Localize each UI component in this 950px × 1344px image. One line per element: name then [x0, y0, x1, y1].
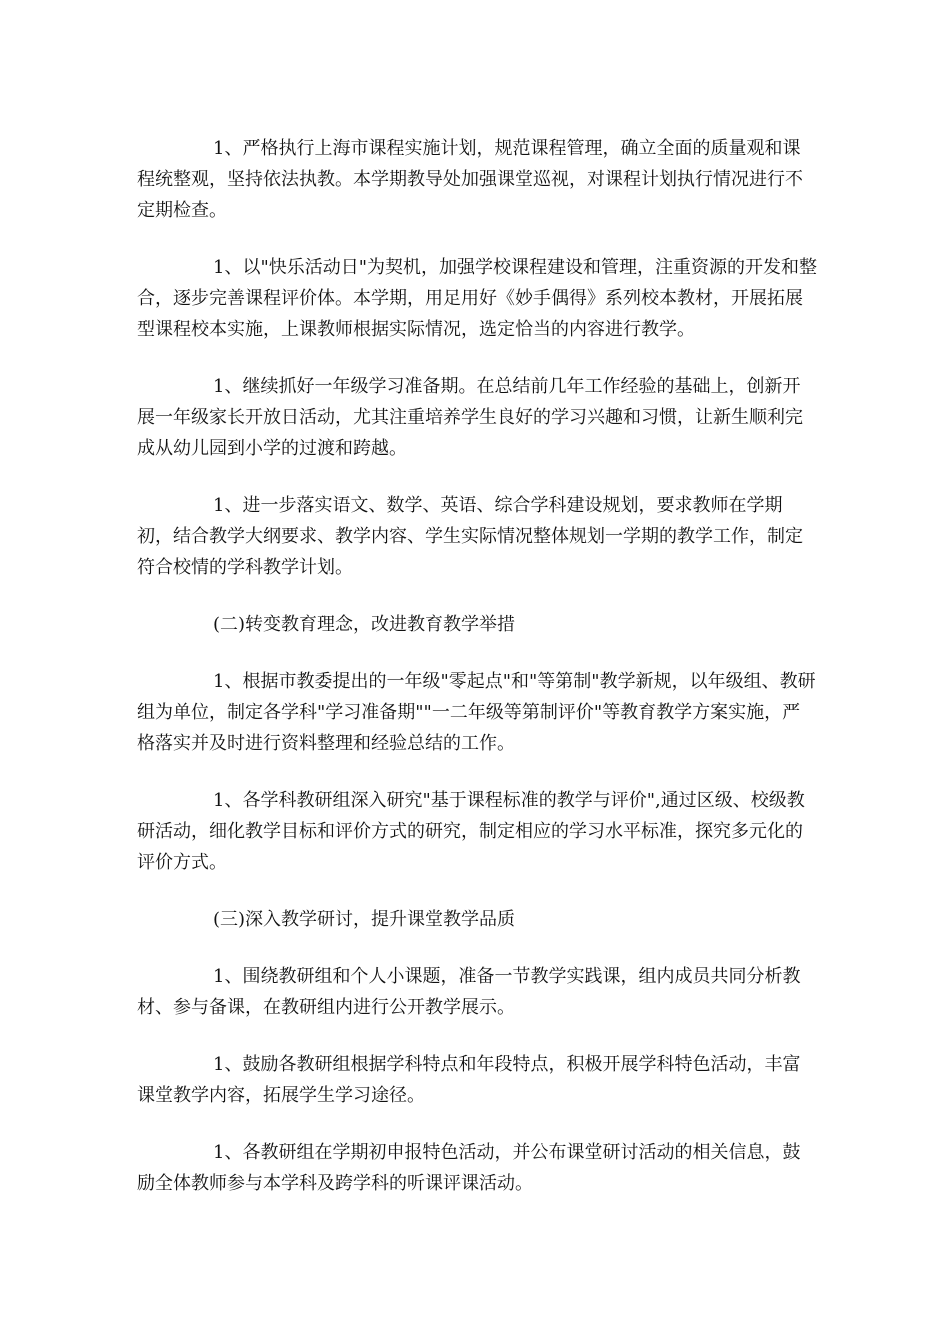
paragraph-first-grade-prep: 1、继续抓好一年级学习准备期。在总结前几年工作经验的基础上，创新开展一年级家长开放日活动，尤其注重培养学生良好的学习兴趣和习惯，让新生顺利完成从幼儿园到小学的过渡和跨越。 [137, 376, 803, 459]
paragraph-course-plan: 1、严格执行上海市课程实施计划，规范课程管理，确立全面的质量观和课程统整观，坚持依法执教。本学期教导处加强课堂巡视，对课程计划执行情况进行不定期检查。 [137, 138, 803, 221]
paragraph-practice-lesson: 1、围绕教研组和个人小课题，准备一节教学实践课，组内成员共同分析教材、参与备课，在教研组内进行公开教学展示。 [137, 966, 801, 1018]
paragraph-activity-day: 1、以"快乐活动日"为契机，加强学校课程建设和管理，注重资源的开发和整合，逐步完善课程评价体。本学期，用足用好《妙手偶得》系列校本教材，开展拓展型课程校本实施，上课教师根据实际情况，选定恰当的内容进行教学。 [137, 257, 818, 340]
section-heading-2: (二)转变教育理念，改进教育教学举措 [213, 614, 516, 635]
section-heading-3: (三)深入教学研讨，提升课堂教学品质 [213, 909, 516, 930]
paragraph-subject-planning: 1、进一步落实语文、数学、英语、综合学科建设规划，要求教师在学期初，结合教学大纲要求、教学内容、学生实际情况整体规划一学期的教学工作，制定符合校情的学科教学计划。 [137, 495, 803, 578]
paragraph-lesson-observation: 1、各教研组在学期初申报特色活动，并公布课堂研讨活动的相关信息，鼓励全体教师参与本学科及跨学科的听课评课活动。 [137, 1142, 801, 1194]
document-body [137, 133, 817, 1225]
paragraph-grading-rules: 1、根据市教委提出的一年级"零起点"和"等第制"教学新规，以年级组、教研组为单位，制定各学科"学习准备期""一二年级等第制评价"等教育教学方案实施，严格落实并及时进行资料整理和经验总结的工作。 [137, 671, 816, 754]
paragraph-feature-activities: 1、鼓励各教研组根据学科特点和年段特点，积极开展学科特色活动，丰富课堂教学内容，拓展学生学习途径。 [137, 1054, 801, 1106]
paragraph-evaluation-research: 1、各学科教研组深入研究"基于课程标准的教学与评价",通过区级、校级教研活动，细化教学目标和评价方式的研究，制定相应的学习水平标准，探究多元化的评价方式。 [137, 790, 805, 873]
